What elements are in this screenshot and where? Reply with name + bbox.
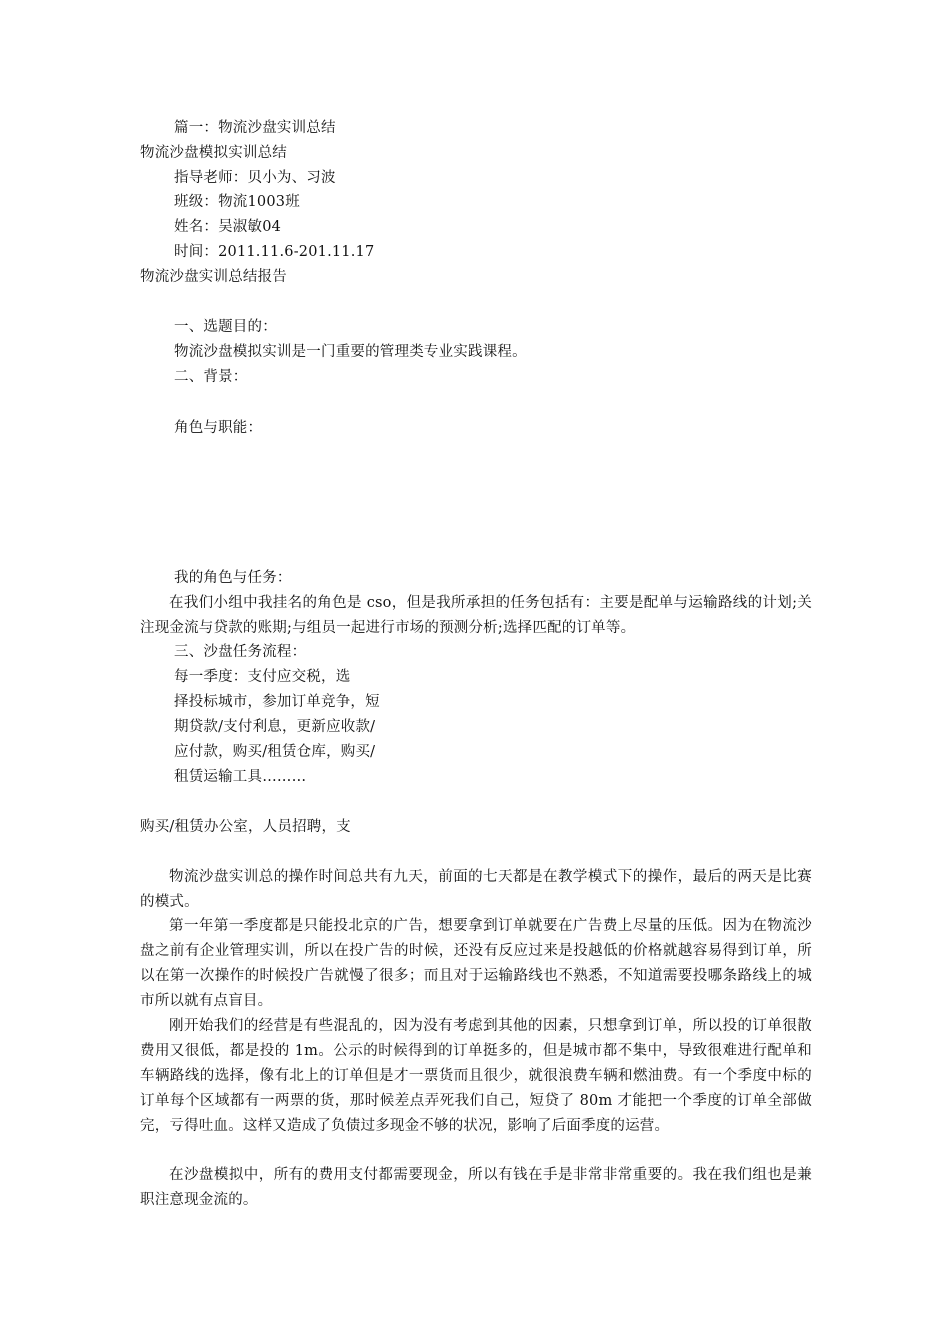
flow-line: 应付款，购买/租赁仓库，购买/ (174, 744, 376, 760)
flow-line: 每一季度：支付应交税，选 (174, 669, 351, 685)
flow-line: 期贷款/支付利息，更新应收款/ (174, 719, 376, 735)
section-3-heading: 三、沙盘任务流程： (174, 644, 307, 660)
body-paragraph-first-year: 第一年第一季度都是只能投北京的广告，想要拿到订单就要在广告费上尽量的压低。因为在物流沙盘之前有企业管理实训，所以在投广告的时候，还没有反应过来是投越低的价格就越容易得到订单，所以在第一次操作的时候投广告就慢了很多；而且对于运输路线也不熟悉，不知道需要投哪条路线上的城市所以就有点盲目。 (140, 918, 812, 1009)
time-line: 时间：2011.11.6-201.11.17 (174, 244, 375, 260)
flow-extra-line: 购买/租赁办公室，人员招聘，支 (140, 819, 351, 835)
my-role-heading: 我的角色与任务： (174, 570, 292, 586)
body-paragraph-operation-time: 物流沙盘实训总的操作时间总共有九天，前面的七天都是在教学模式下的操作，最后的两天是比赛的模式。 (140, 869, 812, 910)
section-1-text: 物流沙盘模拟实训是一门重要的管理类专业实践课程。 (174, 344, 527, 360)
document-title: 物流沙盘模拟实训总结 (140, 145, 287, 161)
part-title: 篇一：物流沙盘实训总结 (174, 120, 336, 136)
teacher-line: 指导老师：贝小为、习波 (174, 170, 336, 186)
class-line: 班级：物流1003班 (174, 194, 300, 210)
name-line: 姓名：吴淑敏04 (174, 219, 282, 235)
body-paragraph-early-operation: 刚开始我们的经营是有些混乱的，因为没有考虑到其他的因素，只想拿到订单，所以投的订单很散费用又很低，都是投的 1m。公示的时候得到的订单挺多的，但是城市都不集中，导致很难进行配单和车辆路线的选择，像有北上的订单但是才一票货而且很少，就很浪费车辆和燃油费。有一个季度中标的订单每个区域都有一两票的货，那时候差点弄死我们自己，短贷了 80m 才能把一个季度的订单全部做完，亏得吐血。这样又造成了负债过多现金不够的状况，影响了后面季度的运营。 (140, 1018, 812, 1134)
report-title: 物流沙盘实训总结报告 (140, 269, 287, 285)
flow-line: 租赁运输工具……… (174, 769, 307, 785)
roles-heading: 角色与职能： (174, 420, 263, 436)
body-paragraph-cash-flow: 在沙盘模拟中，所有的费用支付都需要现金，所以有钱在手是非常非常重要的。我在我们组也是兼职注意现金流的。 (140, 1167, 812, 1208)
section-2-heading: 二、背景： (174, 369, 248, 385)
section-1-heading: 一、选题目的： (174, 319, 277, 335)
my-role-paragraph: 在我们小组中我挂名的角色是 cso，但是我所承担的任务包括有：主要是配单与运输路线的计划;关注现金流与贷款的账期;与组员一起进行市场的预测分析;选择匹配的订单等。 (140, 595, 812, 636)
flow-line: 择投标城市，参加订单竞争，短 (174, 694, 380, 710)
